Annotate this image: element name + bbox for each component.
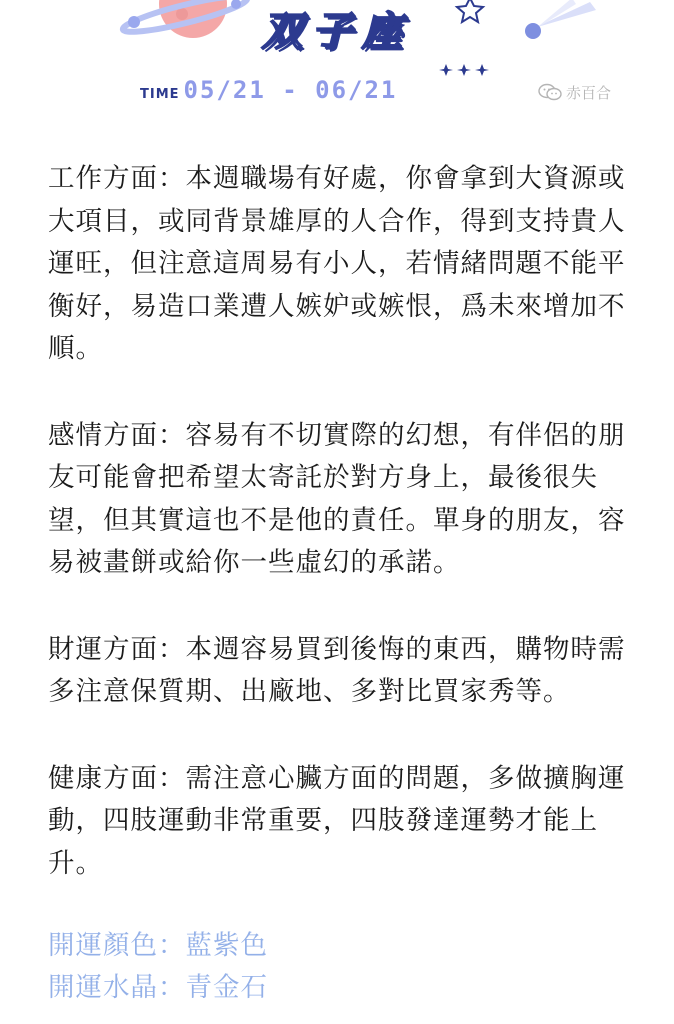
comet-icon — [525, 0, 596, 39]
date-range: 05/21 - 06/21 — [183, 76, 398, 104]
star-outline-icon — [457, 0, 483, 22]
horoscope-content — [48, 158, 638, 1009]
header-banner — [0, 0, 674, 118]
lucky-color: 開運顏色：藍紫色 — [48, 930, 268, 961]
love-section: 感情方面：容易有不切實際的幻想，有伴侶的朋友可能會把希望太寄託於對方身上，最後很失望，但其實這也不是他的責任。單身的朋友，容易被畫餅或給你一些虛幻的承諾。 — [48, 419, 626, 578]
lucky-crystal: 開運水晶：青金石 — [48, 972, 268, 1003]
time-label: TIME — [140, 87, 180, 102]
sparkle-stars-icon — [439, 64, 489, 76]
date-range-row — [140, 76, 397, 106]
lucky-info — [48, 925, 638, 1009]
wechat-icon — [538, 83, 562, 101]
wealth-section: 財運方面：本週容易買到後悔的東西，購物時需多注意保質期、出廠地、多對比買家秀等。 — [48, 633, 626, 707]
health-section: 健康方面：需注意心臟方面的問題，多做擴胸運動，四肢運動非常重要，四肢發達運勢才能上升。 — [48, 762, 626, 879]
watermark-text: 赤百合 — [566, 83, 612, 102]
watermark — [538, 80, 611, 104]
zodiac-title: 双子座 — [262, 9, 412, 55]
planet-icon — [121, 0, 250, 38]
work-section: 工作方面：本週職場有好處，你會拿到大資源或大項目，或同背景雄厚的人合作，得到支持貴人運旺，但注意這周易有小人，若情緒問題不能平衡好，易造口業遭人嫉妒或嫉恨，爲未來增加不順。 — [48, 163, 626, 364]
